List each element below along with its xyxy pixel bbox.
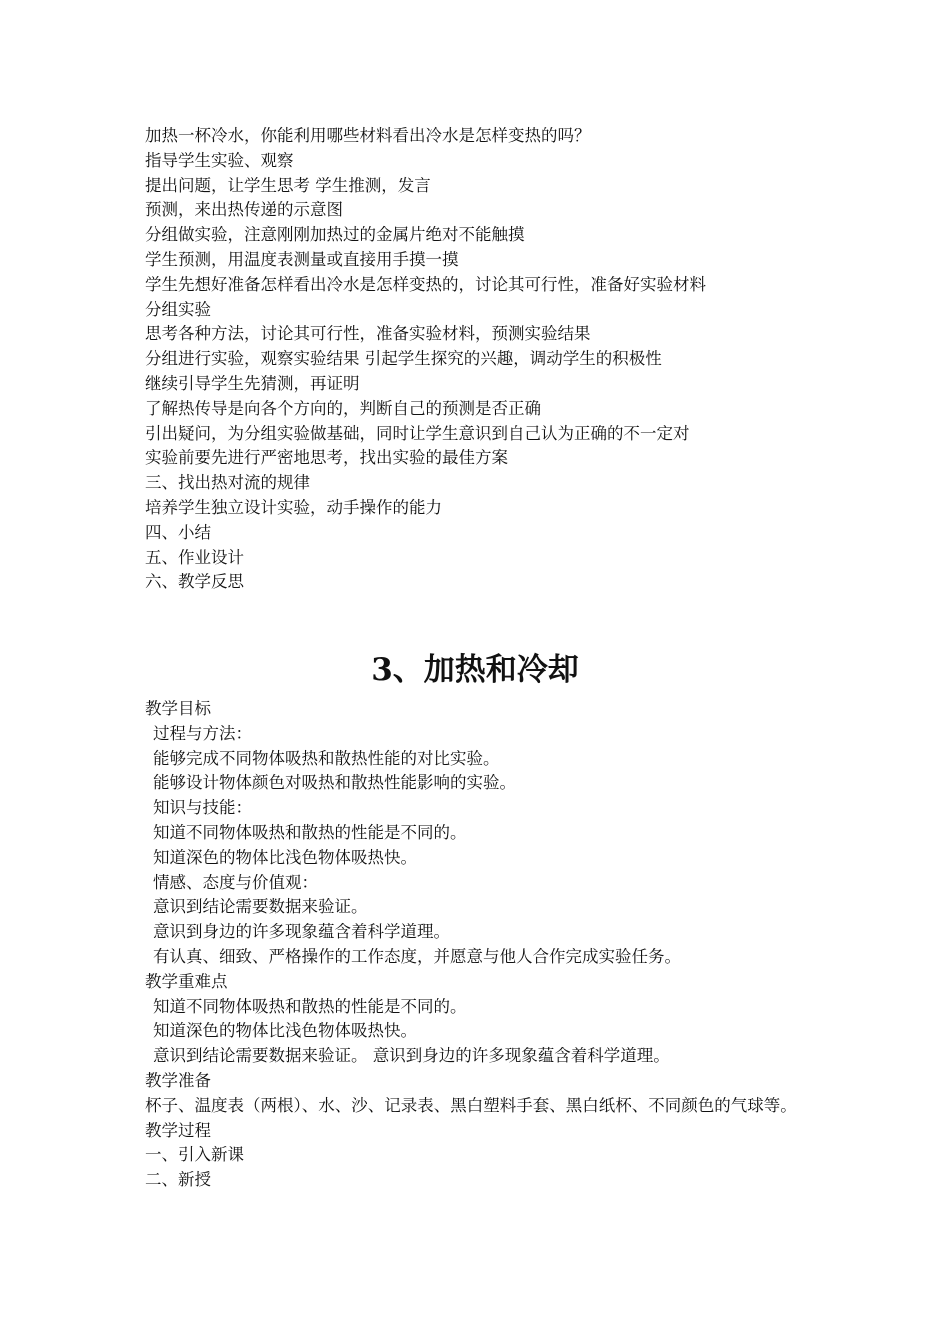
goal-item: 能够设计物体颜色对吸热和散热性能影响的实验。 xyxy=(153,773,516,793)
text-line: 引出疑问，为分组实验做基础，同时让学生意识到自己认为正确的不一定对 xyxy=(145,423,690,443)
goal-item: 能够完成不同物体吸热和散热性能的对比实验。 xyxy=(153,748,500,768)
text-line: 了解热传导是向各个方向的，判断自己的预测是否正确 xyxy=(145,398,541,418)
prep-text: 杯子、温度表（两根）、水、沙、记录表、黑白塑料手套、黑白纸杯、不同颜色的气球等。 xyxy=(145,1095,797,1115)
text-line: 学生先想好准备怎样看出冷水是怎样变热的，讨论其可行性，准备好实验材料 xyxy=(145,274,706,294)
section-heading: 三、找出热对流的规律 xyxy=(145,473,310,493)
text-line: 分组做实验，注意刚刚加热过的金属片绝对不能触摸 xyxy=(145,225,525,245)
goal-item: 知道不同物体吸热和散热的性能是不同的。 xyxy=(153,822,467,842)
key-point-item: 知道不同物体吸热和散热的性能是不同的。 xyxy=(153,996,467,1016)
goal-item: 知识与技能： xyxy=(153,798,252,818)
goal-item: 意识到结论需要数据来验证。 xyxy=(153,897,368,917)
process-item: 二、新授 xyxy=(145,1170,211,1190)
text-line: 分组进行实验，观察实验结果 引起学生探究的兴趣，调动学生的积极性 xyxy=(145,349,662,369)
section-heading: 五、作业设计 xyxy=(145,547,244,567)
lesson-notes-section xyxy=(145,124,825,595)
text-line: 思考各种方法，讨论其可行性，准备实验材料，预测实验结果 xyxy=(145,324,591,344)
goal-item: 知道深色的物体比浅色物体吸热快。 xyxy=(153,847,417,867)
goal-item: 情感、态度与价值观： xyxy=(153,872,318,892)
key-points-heading: 教学重难点 xyxy=(145,971,228,991)
text-line: 提出问题，让学生思考 学生推测，发言 xyxy=(145,175,431,195)
text-line: 加热一杯冷水，你能利用哪些材料看出冷水是怎样变热的吗？ xyxy=(145,126,591,145)
text-line: 继续引导学生先猜测，再证明 xyxy=(145,373,360,393)
text-line: 分组实验 xyxy=(145,299,211,319)
goal-item: 有认真、细致、严格操作的工作态度，并愿意与他人合作完成实验任务。 xyxy=(153,946,681,966)
key-point-item: 知道深色的物体比浅色物体吸热快。 xyxy=(153,1021,417,1041)
section-heading: 四、小结 xyxy=(145,522,211,542)
goal-item: 过程与方法： xyxy=(153,723,252,743)
text-line: 学生预测，用温度表测量或直接用手摸一摸 xyxy=(145,249,459,269)
text-line: 实验前要先进行严密地思考，找出实验的最佳方案 xyxy=(145,448,508,468)
text-line: 指导学生实验、观察 xyxy=(145,150,294,170)
lesson-title: 3、加热和冷却 xyxy=(371,652,579,688)
process-heading: 教学过程 xyxy=(145,1120,211,1140)
section-heading: 六、教学反思 xyxy=(145,572,244,592)
text-line: 培养学生独立设计实验，动手操作的能力 xyxy=(145,497,442,517)
process-item: 一、引入新课 xyxy=(145,1145,244,1165)
prep-heading: 教学准备 xyxy=(145,1070,211,1090)
text-line: 预测，来出热传递的示意图 xyxy=(145,200,343,220)
key-point-item: 意识到结论需要数据来验证。 意识到身边的许多现象蕴含着科学道理。 xyxy=(153,1046,670,1066)
goal-item: 意识到身边的许多现象蕴含着科学道理。 xyxy=(153,922,450,942)
lesson-plan-section xyxy=(145,697,825,1193)
goals-heading: 教学目标 xyxy=(145,699,211,718)
